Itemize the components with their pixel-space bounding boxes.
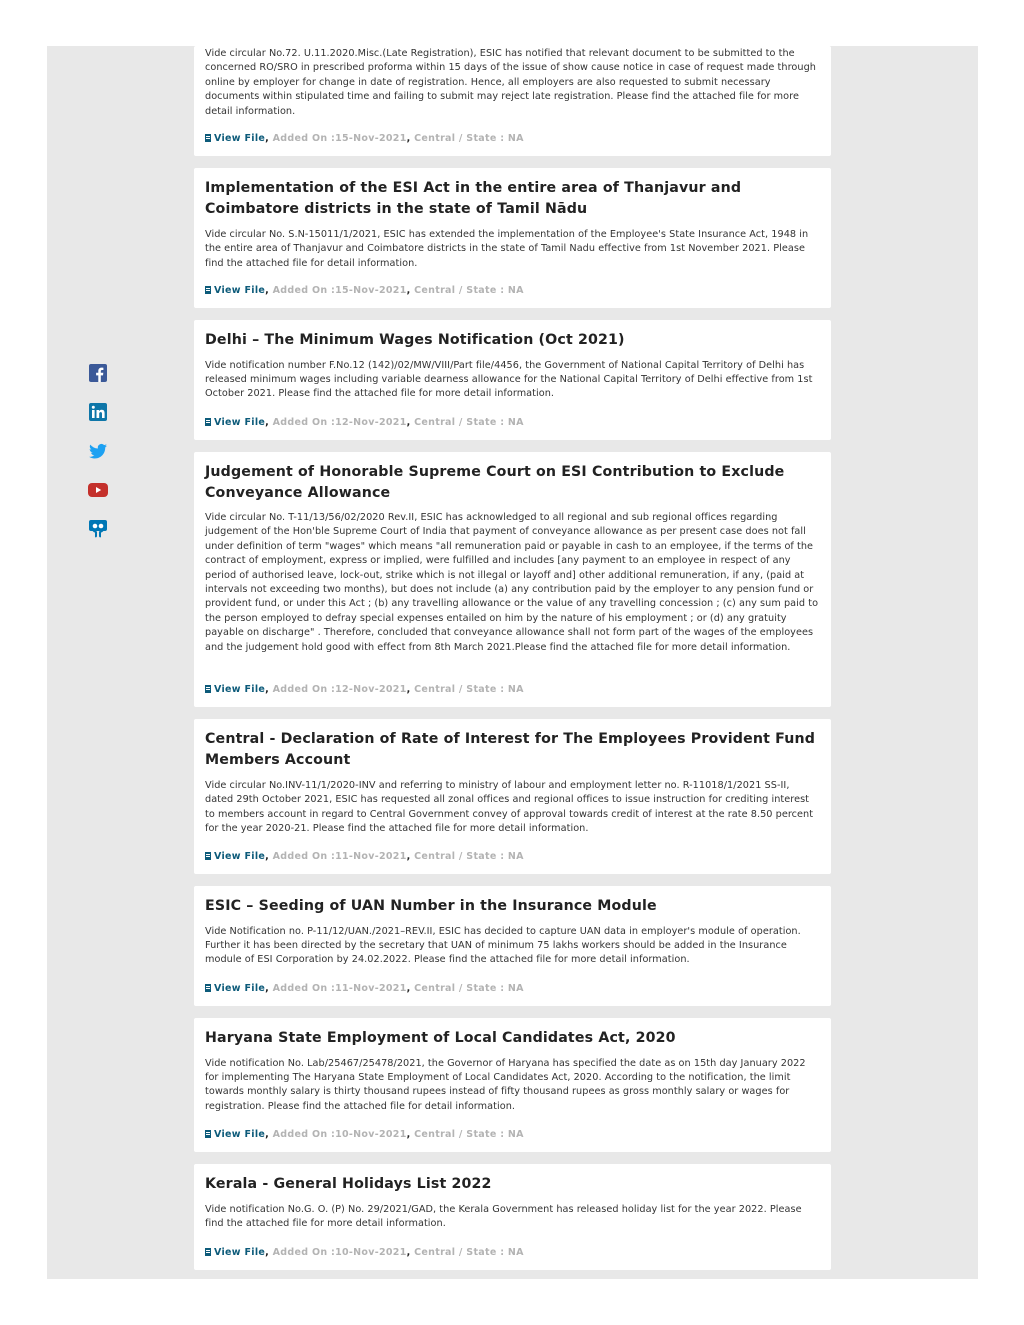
- central-state-tag: Central / State : NA: [414, 1129, 524, 1140]
- central-state-tag: Central / State : NA: [414, 983, 524, 994]
- view-file-link[interactable]: View File: [205, 851, 265, 862]
- view-file-link[interactable]: View File: [205, 1247, 265, 1258]
- post-card: [194, 46, 831, 156]
- added-on-date: Added On :10-Nov-2021: [272, 1129, 407, 1140]
- post-body: Vide notification No. Lab/25467/25478/2021, the Governor of Haryana has specified the date as on 15th day January 2022 for implementing The Haryana State Employment of Local Candidates Act, 2020. According to the notification, the limit towards monthly salary is thirty thousand rupees instead of fifty thousand rupees as gross monthly salary or wages for registration. Please find the attached file for detail information.: [205, 1057, 806, 1112]
- slideshare-icon[interactable]: [88, 519, 108, 539]
- added-on-date: Added On :11-Nov-2021: [272, 851, 407, 862]
- post-title[interactable]: Kerala - General Holidays List 2022: [205, 1176, 492, 1192]
- facebook-icon[interactable]: [88, 363, 108, 383]
- twitter-icon[interactable]: [88, 441, 108, 461]
- post-title[interactable]: Delhi – The Minimum Wages Notification (Oct 2021): [205, 332, 625, 348]
- central-state-tag: Central / State : NA: [414, 851, 524, 862]
- view-file-link[interactable]: View File: [205, 684, 265, 695]
- central-state-tag: Central / State : NA: [414, 133, 524, 144]
- post-card: [194, 320, 831, 440]
- central-state-tag: Central / State : NA: [414, 285, 524, 296]
- post-body: Vide notification number F.No.12 (142)/02/MW/VIII/Part file/4456, the Government of National Capital Territory of Delhi has released minimum wages including variable dearness allowance for the National Capital Territory of Delhi effective from 1st October 2021. Please find the attached file for more detail information.: [205, 359, 813, 400]
- view-file-link[interactable]: View File: [205, 285, 265, 296]
- post-title[interactable]: ESIC – Seeding of UAN Number in the Insurance Module: [205, 898, 657, 914]
- view-file-link[interactable]: View File: [205, 983, 265, 994]
- post-card: [194, 168, 831, 308]
- added-on-date: Added On :12-Nov-2021: [272, 684, 407, 695]
- pdf-icon: [205, 1130, 211, 1138]
- post-card: [194, 886, 831, 1006]
- post-title[interactable]: Implementation of the ESI Act in the entire area of Thanjavur and Coimbatore districts in the state of Tamil Nādu: [205, 180, 742, 217]
- post-body: Vide circular No. T-11/13/56/02/2020 Rev.II, ESIC has acknowledged to all regional and sub regional offices regarding judgement of the Hon'ble Supreme Court of India that payment of conveyance allowance as per present case does not fall under definition of term "wages" which means "all remuneration paid or payable in cash to an employee, if the terms of the contract of employment, express or implied, were fulfilled and includes [any payment to an employee in respect of any period of authorised leave, lock-out, strike which is not illegal or layoff and] other additional remuneration, if any, (paid at intervals not exceeding two months), but does not include (a) any contribution paid by the employer to any pension fund or provident fund, or under this Act ; (b) any travelling allowance or the value of any travelling concession ; (c) any sum paid to the person employed to defray special expenses entailed on him by the nature of his employment ; or (d) any gratuity payable on discharge" . Therefore, concluded that conveyance allowance shall not form part of the wages of the employees and the judgement hold good with effect from 8th March 2021.Please find the attached file for more detail information.: [205, 512, 819, 653]
- post-card: [194, 719, 831, 874]
- added-on-date: Added On :15-Nov-2021: [272, 133, 407, 144]
- post-card: [194, 1164, 831, 1270]
- post-card: [194, 452, 831, 707]
- post-meta: View File, Added On :11-Nov-2021, Central / State : NA: [205, 851, 524, 863]
- post-title[interactable]: Central - Declaration of Rate of Interest for The Employees Provident Fund Members Account: [205, 731, 816, 768]
- post-body: Vide Notification no. P-11/12/UAN./2021–REV.II, ESIC has decided to capture UAN data in employer's module of operation. Further it has been directed by the secretary that UAN of minimum 75 lakhs workers should be added in the Insurance module of ESI Corporation by 24.02.2022. Please find the attached file for more detail information.: [205, 925, 801, 966]
- post-body: Vide circular No.72. U.11.2020.Misc.(Late Registration), ESIC has notified that relevant document to be submitted to the concerned RO/SRO in prescribed proforma within 15 days of the issue of show cause notice in case of request made through online by employer for change in date of registration. Hence, all employers are also requested to submit necessary documents within stipulated time and failing to submit may reject late registration. Please find the attached file for more detail information.: [205, 48, 816, 117]
- view-file-link[interactable]: View File: [205, 417, 265, 428]
- pdf-icon: [205, 1248, 211, 1256]
- post-title[interactable]: Judgement of Honorable Supreme Court on ESI Contribution to Exclude Conveyance Allowance: [205, 464, 785, 501]
- view-file-link[interactable]: View File: [205, 133, 265, 144]
- linkedin-icon[interactable]: [88, 402, 108, 422]
- view-file-link[interactable]: View File: [205, 1129, 265, 1140]
- pdf-icon: [205, 852, 211, 860]
- post-body: Vide circular No. S.N-15011/1/2021, ESIC has extended the implementation of the Employee's State Insurance Act, 1948 in the entire area of Thanjavur and Coimbatore districts in the state of Tamil Nadu effective from 1st November 2021. Please find the attached file for detail information.: [205, 229, 809, 269]
- added-on-date: Added On :15-Nov-2021: [272, 285, 407, 296]
- post-meta: View File, Added On :12-Nov-2021, Central / State : NA: [205, 684, 524, 696]
- central-state-tag: Central / State : NA: [414, 417, 524, 428]
- central-state-tag: Central / State : NA: [414, 684, 524, 695]
- post-meta: View File, Added On :11-Nov-2021, Central / State : NA: [205, 983, 524, 995]
- post-meta: View File, Added On :10-Nov-2021, Central / State : NA: [205, 1247, 524, 1259]
- added-on-date: Added On :11-Nov-2021: [272, 983, 407, 994]
- added-on-date: Added On :12-Nov-2021: [272, 417, 407, 428]
- post-meta: View File, Added On :10-Nov-2021, Central / State : NA: [205, 1129, 524, 1141]
- added-on-date: Added On :10-Nov-2021: [272, 1247, 407, 1258]
- post-body: Vide notification No.G. O. (P) No. 29/2021/GAD, the Kerala Government has released holiday list for the year 2022. Please find the attached file for more detail information.: [205, 1203, 802, 1229]
- central-state-tag: Central / State : NA: [414, 1247, 524, 1258]
- post-meta: View File, Added On :15-Nov-2021, Central / State : NA: [205, 133, 524, 145]
- post-card: [194, 1018, 831, 1152]
- social-share-bar: [88, 363, 110, 558]
- pdf-icon: [205, 685, 211, 693]
- post-meta: View File, Added On :15-Nov-2021, Central / State : NA: [205, 285, 524, 297]
- pdf-icon: [205, 134, 211, 142]
- pdf-icon: [205, 418, 211, 426]
- youtube-icon[interactable]: [88, 480, 108, 500]
- pdf-icon: [205, 286, 211, 294]
- post-body: Vide circular No.INV-11/1/2020-INV and referring to ministry of labour and employment letter no. R-11018/1/2021 SS-II, dated 29th October 2021, ESIC has requested all zonal offices and regional offices to issue instruction for crediting interest to members account in regard to Central Government convey of approval towards credit of interest at the rate 8.50 percent for the year 2020-21. Please find the attached file for more detail information.: [205, 780, 814, 835]
- pdf-icon: [205, 984, 211, 992]
- post-meta: View File, Added On :12-Nov-2021, Central / State : NA: [205, 417, 524, 429]
- post-title[interactable]: Haryana State Employment of Local Candidates Act, 2020: [205, 1030, 676, 1046]
